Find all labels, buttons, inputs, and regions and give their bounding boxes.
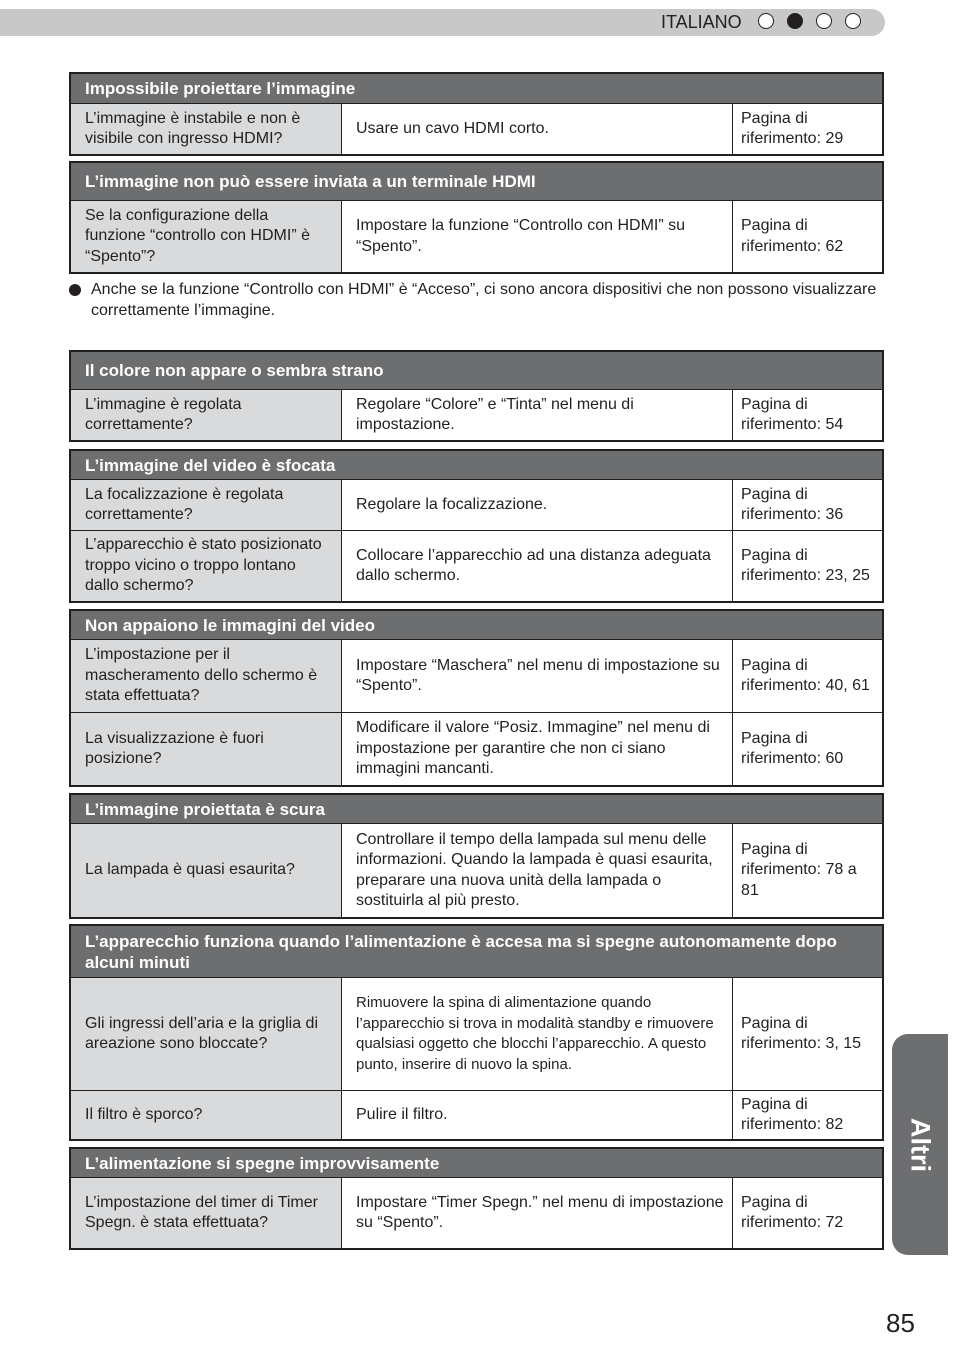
table-row — [71, 201, 882, 272]
cause-cell: La focalizzazione è regolata correttamente? — [71, 480, 342, 530]
cause-cell: L’immagine è instabile e non è visibile con ingresso HDMI? — [71, 104, 342, 154]
reference-cell: Pagina di riferimento: 23, 25 — [741, 546, 870, 584]
section-title: Impossibile proiettare l’immagine — [71, 74, 882, 104]
reference-cell: Pagina di riferimento: 78 a 81 — [741, 840, 857, 899]
cause-cell: La visualizzazione è fuori posizione? — [71, 713, 342, 785]
section-table — [69, 161, 884, 274]
solution-cell: Regolare la focalizzazione. — [342, 480, 733, 530]
table-row — [71, 1178, 882, 1248]
reference-cell: Pagina di riferimento: 60 — [741, 729, 844, 767]
solution-cell: Impostare la funzione “Controllo con HDMI” su “Spento”. — [342, 201, 733, 272]
reference-cell: Pagina di riferimento: 82 — [741, 1095, 844, 1133]
header-bar — [0, 9, 885, 36]
language-dot-4 — [845, 13, 861, 29]
reference-cell: Pagina di riferimento: 54 — [741, 395, 844, 433]
section-table — [69, 793, 884, 919]
section-title: L’alimentazione si spegne improvvisamente — [71, 1149, 882, 1178]
note-paragraph — [69, 279, 884, 321]
solution-cell: Collocare l’apparecchio ad una distanza adeguata dallo schermo. — [342, 531, 733, 601]
table-row — [71, 530, 882, 601]
table-row — [71, 104, 882, 154]
section-table — [69, 609, 884, 787]
section-title: Non appaiono le immagini del video — [71, 611, 882, 640]
table-row — [71, 390, 882, 440]
solution-cell: Impostare “Timer Spegn.” nel menu di impostazione su “Spento”. — [342, 1178, 733, 1248]
side-tab — [892, 1034, 948, 1255]
page-number: 85 — [886, 1308, 915, 1338]
section-table — [69, 449, 884, 603]
solution-cell: Regolare “Colore” e “Tinta” nel menu di impostazione. — [342, 390, 733, 440]
cause-cell: L’apparecchio è stato posizionato troppo vicino o troppo lontano dallo schermo? — [71, 531, 342, 601]
section-table — [69, 1147, 884, 1250]
cause-cell: L’impostazione del timer di Timer Spegn. è stata effettuata? — [71, 1178, 342, 1248]
reference-cell: Pagina di riferimento: 40, 61 — [741, 656, 870, 694]
language-dot-2-active — [787, 13, 803, 29]
section-title: L’immagine del video è sfocata — [71, 451, 882, 480]
section-title: Il colore non appare o sembra strano — [71, 352, 882, 390]
section-title: L’immagine proiettata è scura — [71, 795, 882, 824]
solution-cell: Pulire il filtro. — [342, 1091, 733, 1139]
reference-cell: Pagina di riferimento: 29 — [741, 109, 844, 147]
solution-cell: Impostare “Maschera” nel menu di impostazione su “Spento”. — [342, 640, 733, 712]
section-table — [69, 350, 884, 442]
cause-cell: Il filtro è sporco? — [71, 1091, 342, 1139]
note-text: Anche se la funzione “Controllo con HDMI” è “Acceso”, ci sono ancora dispositivi che non possono visualizzare correttamente l’immagine. — [91, 281, 877, 319]
cause-cell: La lampada è quasi esaurita? — [71, 824, 342, 917]
solution-cell: Rimuovere la spina di alimentazione quando l’apparecchio si trova in modalità standby e rimuovere qualsiasi oggetto che blocchi l’apparecchio. A questo punto, inserire di nuovo la spina. — [342, 978, 733, 1090]
table-row — [71, 824, 882, 917]
cause-cell: L’impostazione per il mascheramento dello schermo è stata effettuata? — [71, 640, 342, 712]
table-row — [71, 480, 882, 530]
cause-cell: Gli ingressi dell’aria e la griglia di areazione sono bloccate? — [71, 978, 342, 1090]
reference-cell: Pagina di riferimento: 72 — [741, 1193, 844, 1231]
language-dot-1 — [758, 13, 774, 29]
side-tab-label: Altri — [905, 1117, 936, 1172]
bullet-icon — [69, 284, 81, 296]
cause-cell: L’immagine è regolata correttamente? — [71, 390, 342, 440]
reference-cell: Pagina di riferimento: 62 — [741, 217, 844, 255]
solution-cell: Modificare il valore “Posiz. Immagine” nel menu di impostazione per garantire che non ci siano immagini mancanti. — [342, 713, 733, 785]
reference-cell: Pagina di riferimento: 36 — [741, 485, 844, 523]
solution-cell: Controllare il tempo della lampada sul menu delle informazioni. Quando la lampada è quasi esaurita, preparare una nuova unità della lampada o sostituirla al più presto. — [342, 824, 733, 917]
reference-cell: Pagina di riferimento: 3, 15 — [741, 1014, 862, 1052]
section-table — [69, 72, 884, 156]
cause-cell: Se la configurazione della funzione “controllo con HDMI” è “Spento”? — [71, 201, 342, 272]
section-table — [69, 924, 884, 1141]
table-row — [71, 1090, 882, 1139]
section-title: L’apparecchio funziona quando l’alimentazione è accesa ma si spegne autonomamente dopo alcuni minuti — [71, 926, 882, 978]
table-row — [71, 712, 882, 785]
language-label: ITALIANO — [661, 12, 742, 32]
section-title: L’immagine non può essere inviata a un terminale HDMI — [71, 163, 882, 201]
table-row — [71, 640, 882, 712]
table-row — [71, 978, 882, 1090]
language-dot-3 — [816, 13, 832, 29]
solution-cell: Usare un cavo HDMI corto. — [342, 104, 733, 154]
